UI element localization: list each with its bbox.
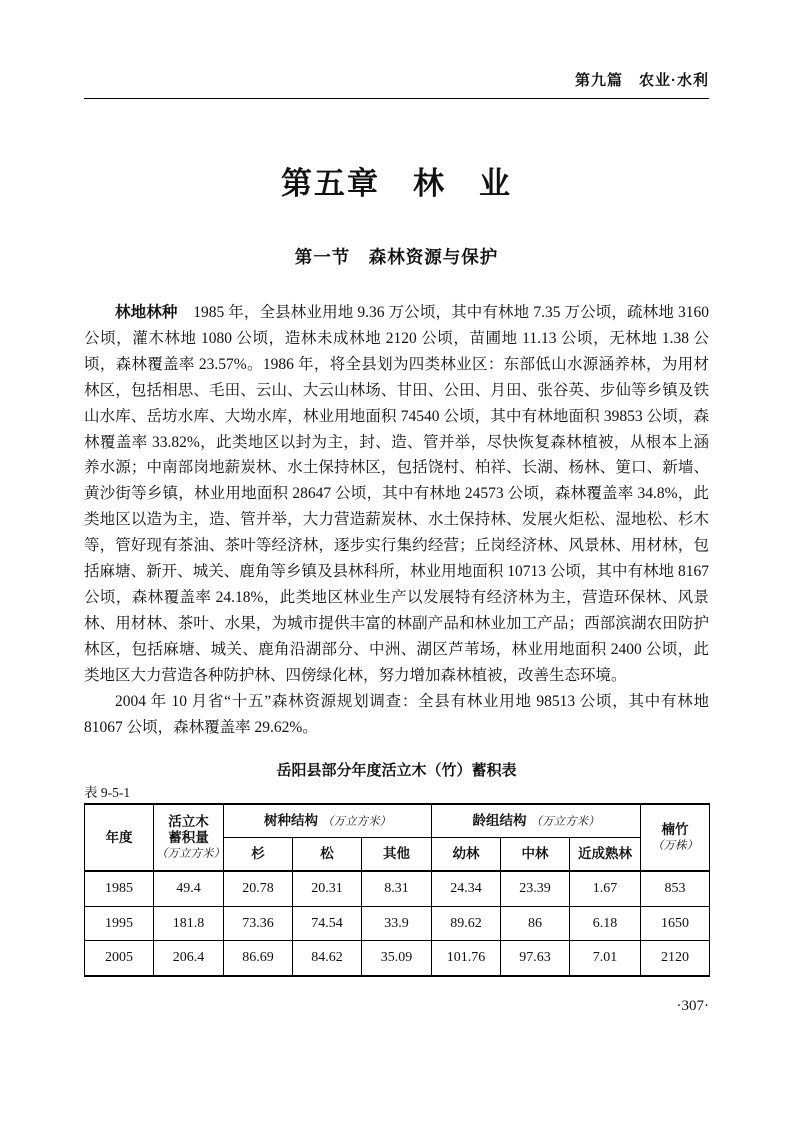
paragraph-lead: 林地林种 [115,304,194,321]
table-cell: 49.4 [154,871,224,906]
table-cell: 20.31 [293,871,362,906]
col-header-fir: 杉 [224,837,293,871]
col-header-volume-unit: （万立方米） [156,847,225,860]
table-cell: 1650 [641,906,710,941]
col-group-age [432,804,641,837]
col-group-species [224,804,432,837]
paragraph-text: 2004 年 10 月省“十五”森林资源规划调查：全县有林业用地 98513 公顷，其中有林地 81067 公顷，森林覆盖率 29.62%。 [84,692,709,736]
table-cell: 1.67 [570,871,641,906]
table-header [85,804,710,871]
col-header-year: 年度 [85,804,154,871]
col-group-age-unit: （万立方米） [530,815,600,828]
table-cell: 853 [641,871,710,906]
table-cell: 73.36 [224,906,293,941]
paragraph-forest-land [84,300,709,689]
table-cell: 7.01 [570,941,641,976]
table-cell: 86.69 [224,941,293,976]
table-title: 岳阳县部分年度活立木（竹）蓄积表 [276,762,517,780]
col-header-volume [154,804,224,871]
col-header-volume-line2: 蓄积量 [168,829,209,845]
table-cell: 101.76 [432,941,501,976]
table-cell: 97.63 [501,941,570,976]
table-row [85,871,710,906]
table-cell: 181.8 [154,906,224,941]
table-cell: 89.62 [432,906,501,941]
table-body [85,871,710,976]
col-header-young: 幼林 [432,837,501,871]
table-cell: 20.78 [224,871,293,906]
col-header-mature: 近成熟林 [570,837,641,871]
col-header-pine: 松 [293,837,362,871]
table-cell: 33.9 [362,906,432,941]
col-header-middle: 中林 [501,837,570,871]
table-row [85,906,710,941]
body-text [84,300,709,740]
timber-stock-table [84,803,710,977]
col-group-species-label: 树种结构 [264,812,318,828]
table-label: 表 9-5-1 [84,785,131,801]
running-header: 第九篇 农业·水利 [575,72,709,89]
paragraph-survey-2004 [84,689,709,741]
table-cell: 84.62 [293,941,362,976]
col-header-bamboo-unit: （万株） [652,839,698,852]
page-number: ·307· [676,997,709,1014]
paragraph-text: 1985 年，全县林业用地 9.36 万公顷，其中有林地 7.35 万公顷，疏林地 3160 公顷，灌木林地 1080 公顷，造林未成林地 2120 公顷，苗圃地 11.13 公顷，无林地 1.38 公顷，森林覆盖率 23.57%。1986 年，将全县划为四类林业区：东部低山水源涵养林，为用材林区，包括相思、毛田、云山、大云山林场、甘田、公田、月田、张谷英、步仙等乡镇及铁山水库、岳坊水库、大坳水库，林业用地面积 74540 公顷，其中有林地面积 39853 公顷，森林覆盖率 33.82%，此类地区以封为主，封、造、管并举，尽快恢复森林植被，从根本上涵养水源；中南部岗地薪炭林、水土保持林区，包括饶村、柏祥、长湖、杨林、筻口、新墙、黄沙街等乡镇，林业用地面积 28647 公顷，其中有林地 24573 公顷，森林覆盖率 34.8%，此类地区以造为主，造、管并举，大力营造薪炭林、水土保持林、发展火炬松、湿地松、杉木等，管好现有茶油、茶叶等经济林，逐步实行集约经营；丘岗经济林、风景林、用材林，包括麻塘、新开、城关、鹿角等乡镇及县林科所，林业用地面积 10713 公顷，其中有林地 8167 公顷，森林覆盖率 24.18%，此类地区林业生产以发展特有经济林为主，营造环保林、风景林、用材林、茶叶、水果，为城市提供丰富的林副产品和林业加工产品；西部滨湖农田防护林区，包括麻塘、城关、鹿角沿湖部分、中洲、湖区芦苇场，林业用地面积 2400 公顷，此类地区大力营造各种防护林、四傍绿化林，努力增加森林植被，改善生态环境。 [84,304,709,684]
col-header-bamboo-line1: 楠竹 [661,821,689,837]
col-header-volume-line1: 活立木 [168,813,209,829]
table-cell: 74.54 [293,906,362,941]
table-cell: 2120 [641,941,710,976]
table-cell: 206.4 [154,941,224,976]
table-row [85,941,710,976]
table-cell: 2005 [85,941,154,976]
table-cell: 1995 [85,906,154,941]
table-cell: 86 [501,906,570,941]
table-cell: 1985 [85,871,154,906]
col-header-other: 其他 [362,837,432,871]
table-cell: 23.39 [501,871,570,906]
table-cell: 8.31 [362,871,432,906]
table-cell: 24.34 [432,871,501,906]
table-cell: 6.18 [570,906,641,941]
col-header-bamboo [641,804,710,871]
header-rule [84,98,709,99]
table-cell: 35.09 [362,941,432,976]
col-group-age-label: 龄组结构 [472,812,527,828]
col-group-species-unit: （万立方米） [322,815,391,828]
page-content [84,0,709,1015]
chapter-title: 第五章 林 业 [281,166,512,201]
section-title: 第一节 森林资源与保护 [294,247,499,267]
